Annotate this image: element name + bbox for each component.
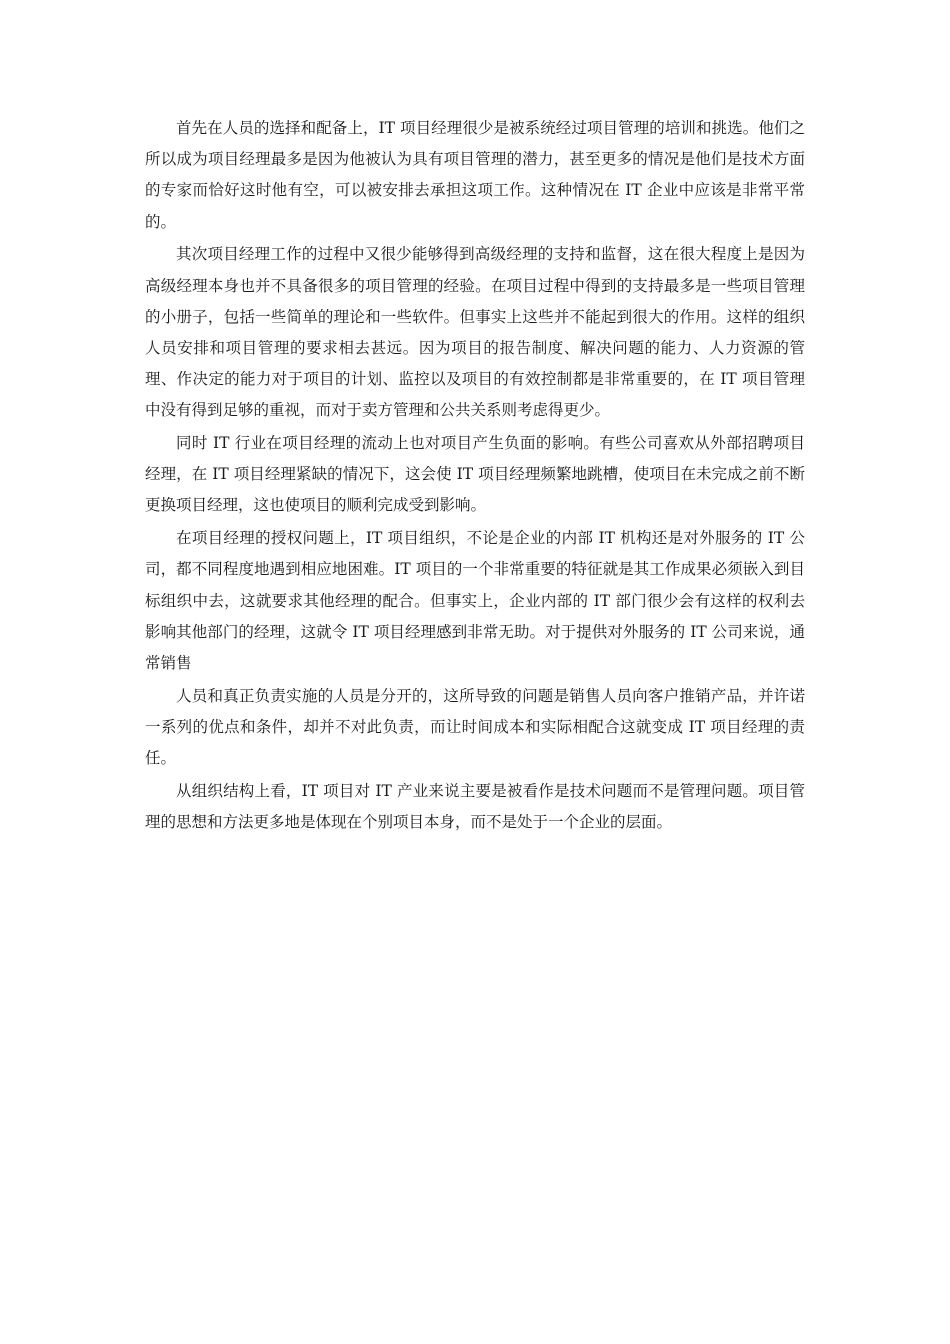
paragraph: 在项目经理的授权问题上，IT 项目组织，不论是企业的内部 IT 机构还是对外服务的 IT 公司，都不同程度地遇到相应地困难。IT 项目的一个非常重要的特征就是其工作成果必须嵌入到目标组织中去，这就要求其他经理的配合。但事实上，企业内部的 IT 部门很少会有这样的权利去影响其他部门的经理，这就令 IT 项目经理感到非常无助。对于提供对外服务的 IT 公司来说，通常销售 <box>145 529 805 672</box>
paragraph: 人员和真正负责实施的人员是分开的，这所导致的问题是销售人员向客户推销产品，并许诺一系列的优点和条件，却并不对此负责，而让时间成本和实际相配合这就变成 IT 项目经理的责任。 <box>145 686 805 768</box>
paragraph: 首先在人员的选择和配备上，IT 项目经理很少是被系统经过项目管理的培训和挑选。他们之所以成为项目经理最多是因为他被认为具有项目管理的潜力，甚至更多的情况是他们是技术方面的专家而恰好这时他有空，可以被安排去承担这项工作。这种情况在 IT 企业中应该是非常平常的。 <box>145 119 805 231</box>
paragraph: 同时 IT 行业在项目经理的流动上也对项目产生负面的影响。有些公司喜欢从外部招聘项目经理，在 IT 项目经理紧缺的情况下，这会使 IT 项目经理频繁地跳槽，使项目在未完成之前不断更换项目经理，这也使项目的顺利完成受到影响。 <box>145 434 805 515</box>
document-body <box>145 113 805 840</box>
paragraph: 其次项目经理工作的过程中又很少能够得到高级经理的支持和监督，这在很大程度上是因为高级经理本身也并不具备很多的项目管理的经验。在项目过程中得到的支持最多是一些项目管理的小册子，包括一些简单的理论和一些软件。但事实上这些并不能起到很大的作用。这样的组织人员安排和项目管理的要求相去甚远。因为项目的报告制度、解决问题的能力、人力资源的管理、作决定的能力对于项目的计划、监控以及项目的有效控制都是非常重要的，在 IT 项目管理中没有得到足够的重视，而对于卖方管理和公共关系则考虑得更少。 <box>145 245 805 420</box>
paragraph: 从组织结构上看，IT 项目对 IT 产业来说主要是被看作是技术问题而不是管理问题。项目管理的思想和方法更多地是体现在个别项目本身，而不是处于一个企业的层面。 <box>145 781 805 831</box>
